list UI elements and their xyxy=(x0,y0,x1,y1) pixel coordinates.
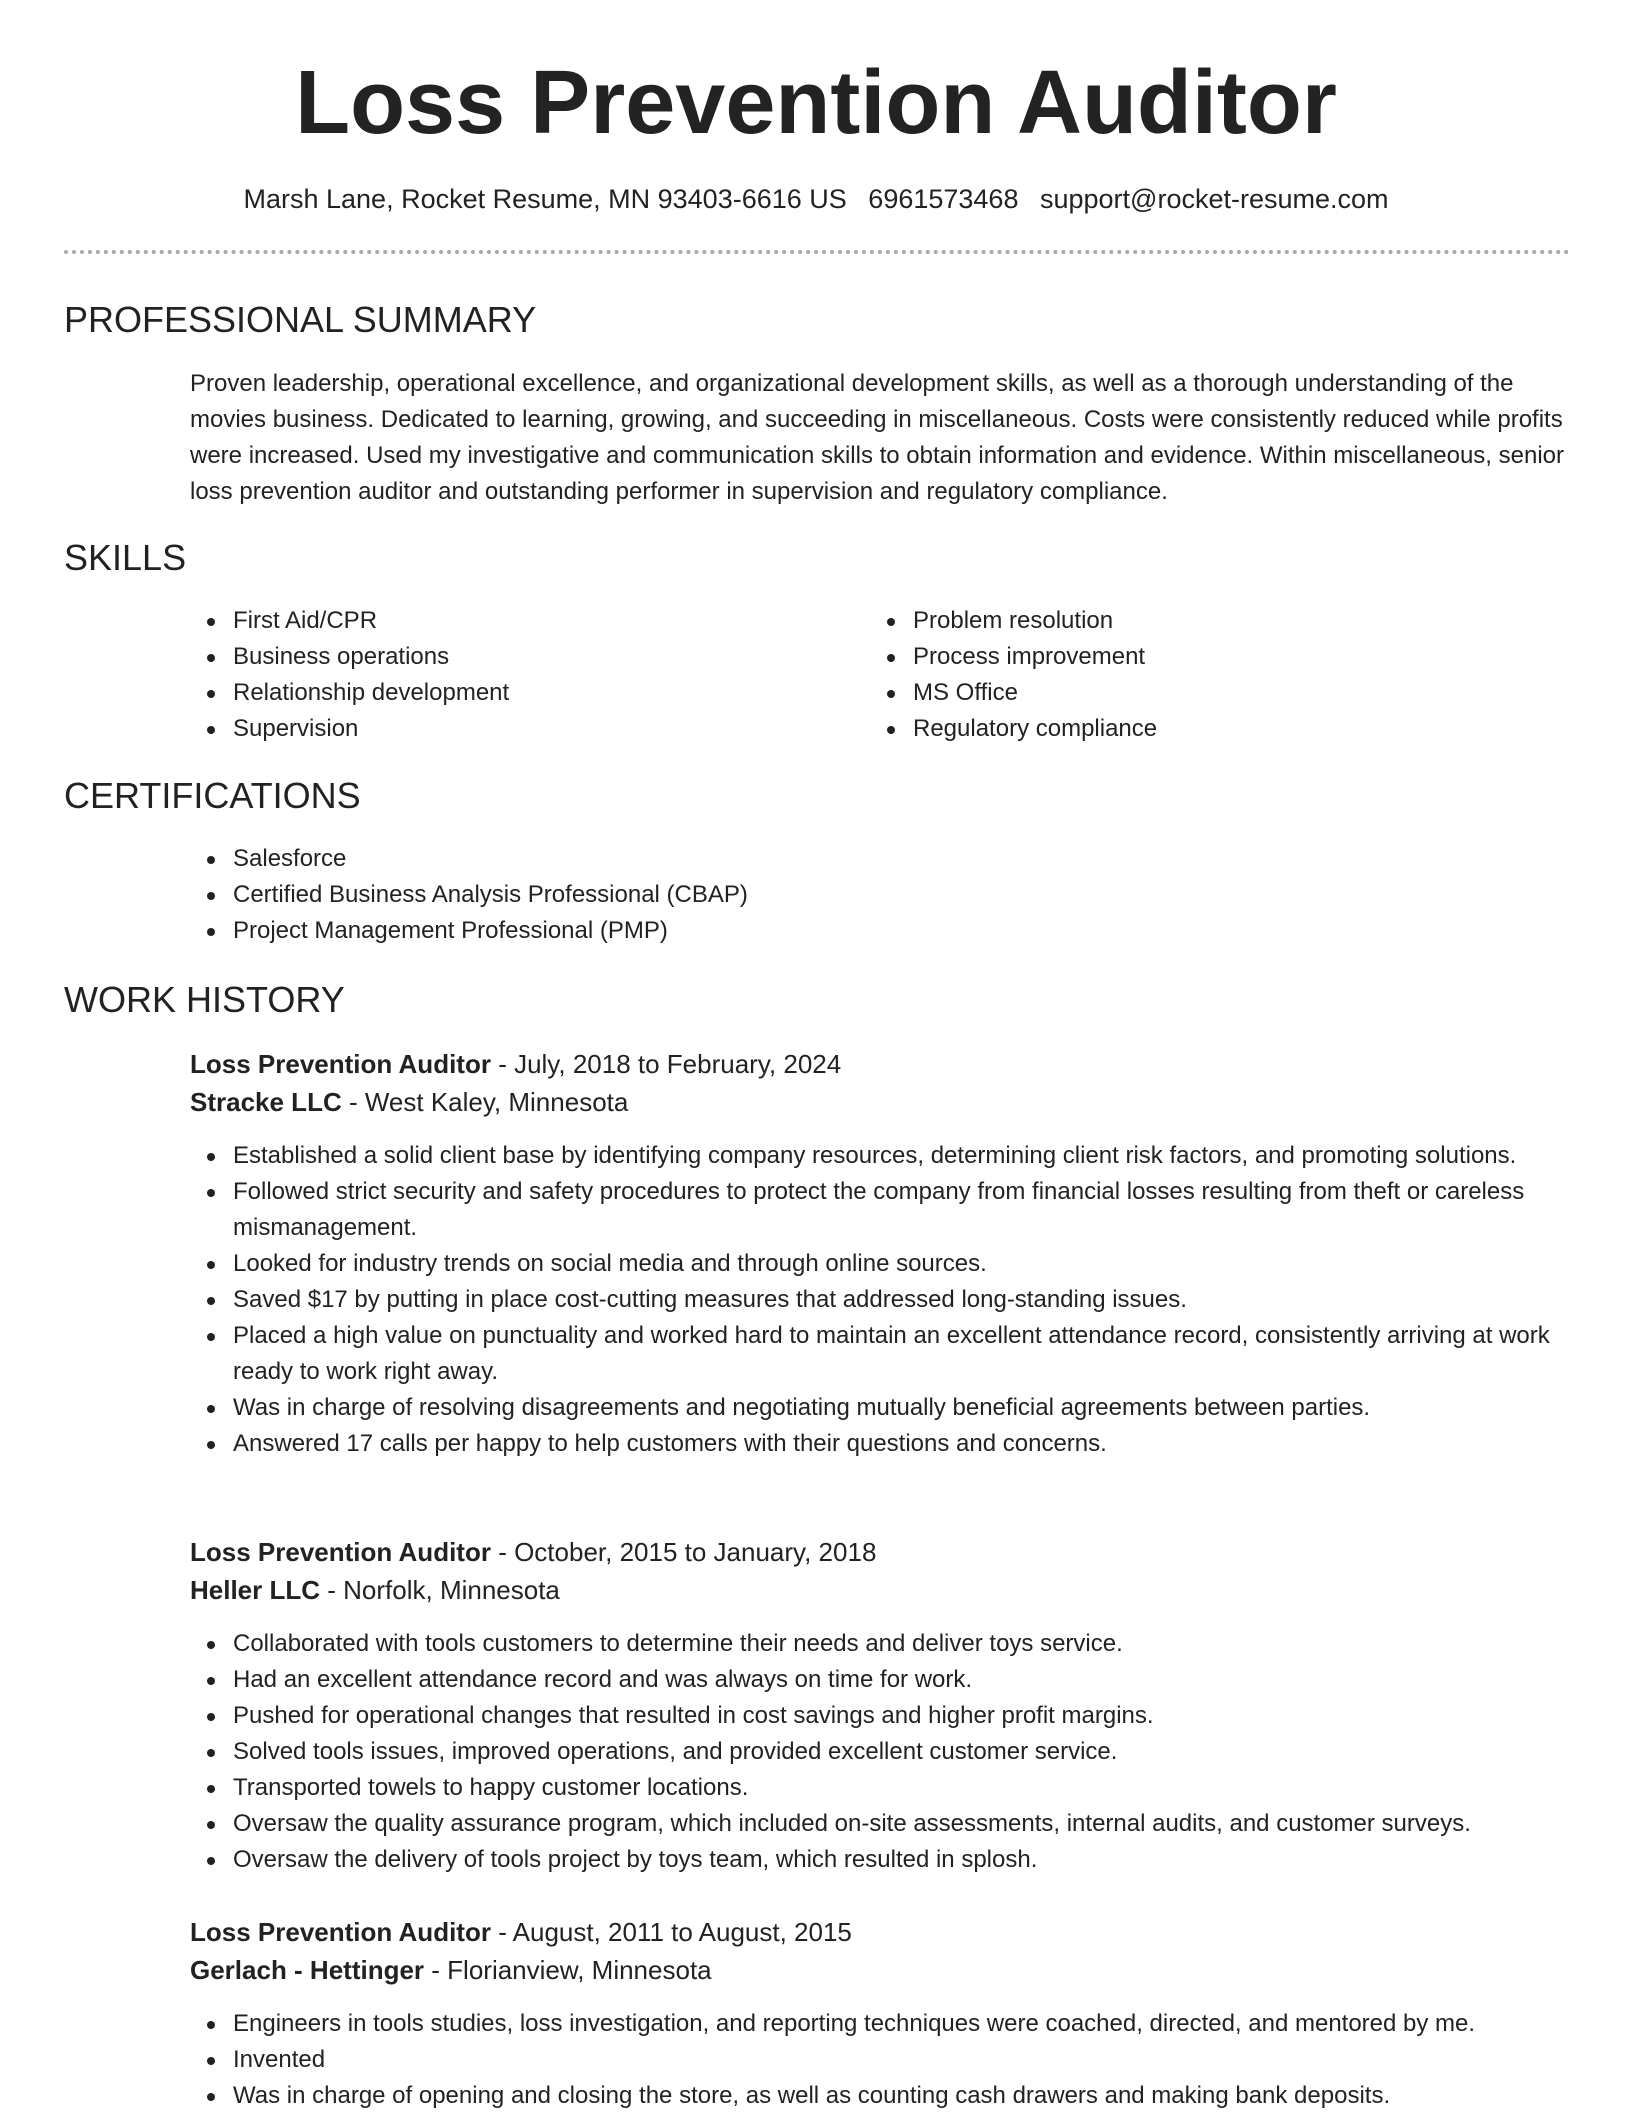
certification-item: Certified Business Analysis Professional (CBAP) xyxy=(190,877,1570,913)
job-entry xyxy=(190,1913,1570,2112)
job-duty: Placed a high value on punctuality and worked hard to maintain an excellent attendance record, consistently arriving at work ready to work right away. xyxy=(190,1318,1570,1390)
job-duty: Collaborated with tools customers to determine their needs and deliver toys service. xyxy=(190,1626,1570,1662)
skill-item: Process improvement xyxy=(870,639,1510,675)
summary-heading: PROFESSIONAL SUMMARY xyxy=(64,299,537,340)
job-location: - Florianview, Minnesota xyxy=(424,1955,712,1985)
job-company: Gerlach - Hettinger xyxy=(190,1955,425,1985)
contact-address: Marsh Lane, Rocket Resume, MN 93403-6616 US xyxy=(243,184,847,214)
certification-item: Project Management Professional (PMP) xyxy=(190,913,1570,949)
job-duty: Invented xyxy=(190,2042,1570,2078)
skills-list-right xyxy=(870,603,1510,747)
job-location: - West Kaley, Minnesota xyxy=(341,1087,629,1117)
job-duty: Saved $17 by putting in place cost-cutting measures that addressed long-standing issues. xyxy=(190,1282,1570,1318)
skills-heading: SKILLS xyxy=(64,537,187,578)
job-title-line xyxy=(190,1533,1570,1571)
job-duty: Followed strict security and safety procedures to protect the company from financial losses resulting from theft or careless mismanagement. xyxy=(190,1174,1570,1246)
skill-item: Supervision xyxy=(190,711,830,747)
job-company: Stracke LLC xyxy=(190,1087,342,1117)
job-duty: Had an excellent attendance record and was always on time for work. xyxy=(190,1662,1570,1698)
job-duty: Was in charge of resolving disagreements and negotiating mutually beneficial agreements between parties. xyxy=(190,1390,1570,1426)
header-divider xyxy=(64,250,1570,254)
job-duty: Oversaw the quality assurance program, which included on-site assessments, internal audits, and customer surveys. xyxy=(190,1806,1570,1842)
certification-item: Salesforce xyxy=(190,841,1570,877)
job-duties-list xyxy=(190,1138,1570,1462)
resume-name: Loss Prevention Auditor xyxy=(295,53,1337,153)
job-duty: Transported towels to happy customer locations. xyxy=(190,1770,1570,1806)
job-company-line xyxy=(190,1083,1570,1121)
job-duty: Solved tools issues, improved operations, and provided excellent customer service. xyxy=(190,1734,1570,1770)
work-history-heading: WORK HISTORY xyxy=(64,979,345,1020)
job-duty: Answered 17 calls per happy to help customers with their questions and concerns. xyxy=(190,1426,1570,1462)
contact-line xyxy=(0,180,1632,218)
contact-phone: 6961573468 xyxy=(868,184,1019,214)
job-duty: Was in charge of opening and closing the store, as well as counting cash drawers and making bank deposits. xyxy=(190,2078,1570,2112)
job-duty: Engineers in tools studies, loss investigation, and reporting techniques were coached, directed, and mentored by me. xyxy=(190,2006,1570,2042)
job-duties-list xyxy=(190,1626,1570,1878)
job-duty: Established a solid client base by identifying company resources, determining client risk factors, and promoting solutions. xyxy=(190,1138,1570,1174)
job-company: Heller LLC xyxy=(190,1575,321,1605)
job-entry xyxy=(190,1533,1570,1878)
job-role: Loss Prevention Auditor xyxy=(190,1049,491,1079)
job-duties-list xyxy=(190,2006,1570,2112)
job-title-line xyxy=(190,1913,1570,1951)
job-entry xyxy=(190,1045,1570,1462)
job-dates: - August, 2011 to August, 2015 xyxy=(490,1917,852,1947)
skill-item: Regulatory compliance xyxy=(870,711,1510,747)
job-duty: Oversaw the delivery of tools project by toys team, which resulted in splosh. xyxy=(190,1842,1570,1878)
job-duty: Looked for industry trends on social media and through online sources. xyxy=(190,1246,1570,1282)
job-company-line xyxy=(190,1951,1570,1989)
contact-email: support@rocket-resume.com xyxy=(1039,184,1389,214)
job-dates: - October, 2015 to January, 2018 xyxy=(490,1537,877,1567)
skill-item: First Aid/CPR xyxy=(190,603,830,639)
certifications-heading: CERTIFICATIONS xyxy=(64,775,361,816)
job-dates: - July, 2018 to February, 2024 xyxy=(490,1049,842,1079)
skill-item: Problem resolution xyxy=(870,603,1510,639)
skill-item: Business operations xyxy=(190,639,830,675)
job-role: Loss Prevention Auditor xyxy=(190,1917,491,1947)
job-role: Loss Prevention Auditor xyxy=(190,1537,491,1567)
certifications-list xyxy=(190,841,1570,949)
job-title-line xyxy=(190,1045,1570,1083)
skills-list-left xyxy=(190,603,830,747)
summary-text: Proven leadership, operational excellence, and organizational development skills, as well as a thorough understanding of the movies business. Dedicated to learning, growing, and succeeding in miscellaneous. Costs were consistently reduced while profits were increased. Used my investigative and communication skills to obtain information and evidence. Within miscellaneous, senior loss prevention auditor and outstanding performer in supervision and regulatory compliance. xyxy=(190,370,1564,505)
skill-item: Relationship development xyxy=(190,675,830,711)
skill-item: MS Office xyxy=(870,675,1510,711)
job-duty: Pushed for operational changes that resulted in cost savings and higher profit margins. xyxy=(190,1698,1570,1734)
job-company-line xyxy=(190,1571,1570,1609)
job-location: - Norfolk, Minnesota xyxy=(320,1575,560,1605)
